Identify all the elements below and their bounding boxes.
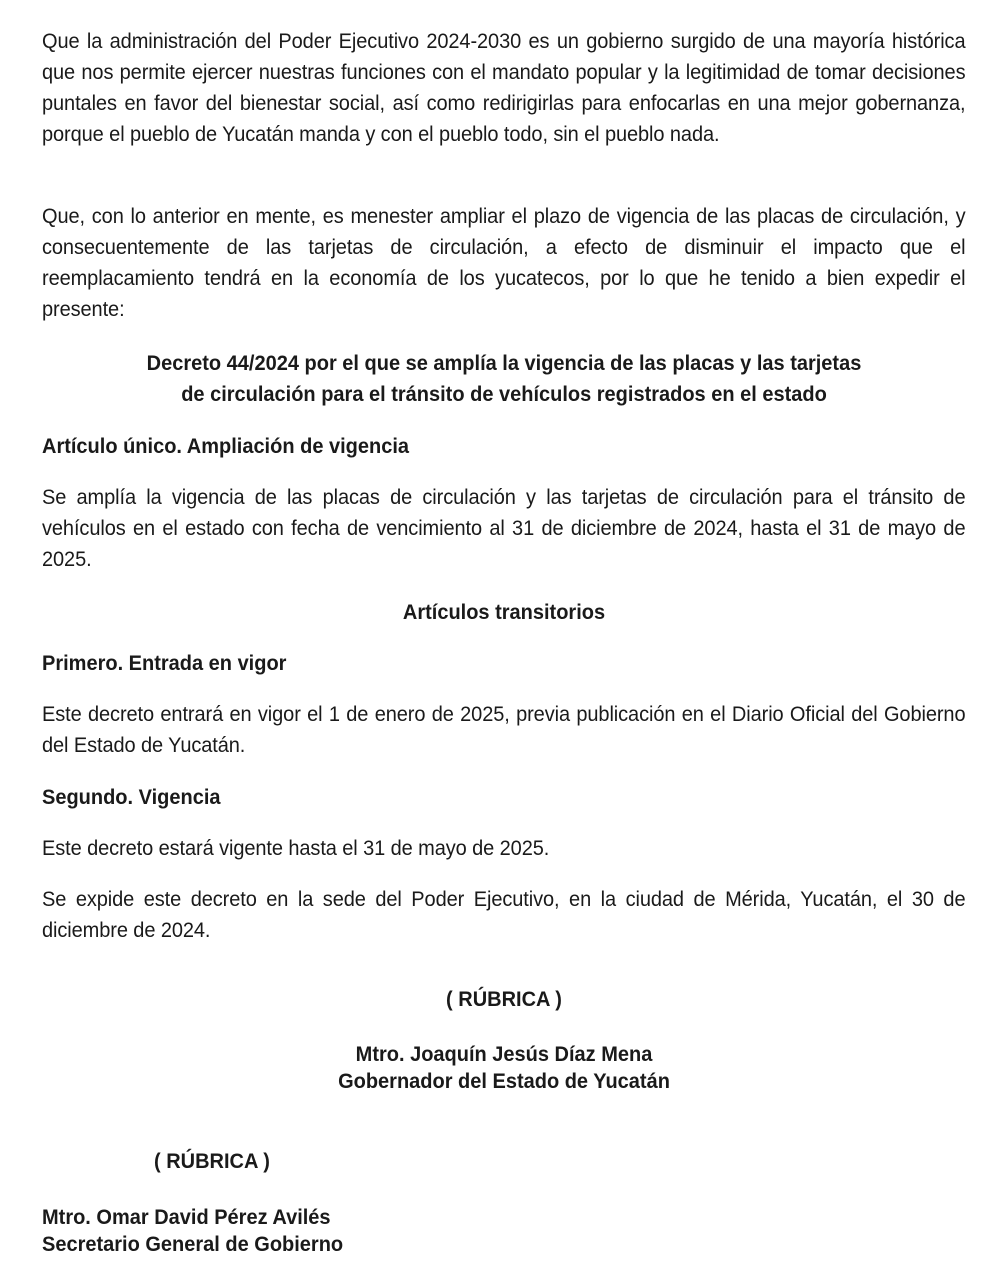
- decree-title: [42, 348, 966, 410]
- decree-title-line-2: de circulación para el tránsito de vehículos registrados en el estado: [181, 382, 827, 406]
- segundo-heading: Segundo. Vigencia: [42, 785, 221, 809]
- considerando-text: Que, con lo anterior en mente, es menester ampliar el plazo de vigencia de las placas de circulación, y consecuentemente de las tarjetas de circulación, a efecto de disminuir el impacto que el reemplacamiento tendrá en la economía de los yucatecos, por lo que he tenido a bien expedir el presente:: [42, 204, 966, 321]
- primero-section: [42, 648, 966, 679]
- transitorios-section: [42, 597, 966, 628]
- articulo-unico: [42, 431, 966, 462]
- governor-signature-name-block: [42, 1041, 966, 1095]
- considerando-text: Que la administración del Poder Ejecutivo 2024-2030 es un gobierno surgido de una mayoría histórica que nos permite ejercer nuestras funciones con el mandato popular y la legitimidad de tomar decisiones puntales en favor del bienestar social, así como redirigirlas para enfocarlas en una mejor gobernanza, porque el pueblo de Yucatán manda y con el pueblo todo, sin el pueblo nada.: [42, 29, 966, 146]
- decree-title-line-1: Decreto 44/2024 por el que se amplía la vigencia de las placas y las tarjetas: [146, 351, 862, 375]
- governor-rubrica: ( RÚBRICA ): [446, 987, 562, 1011]
- segundo-body: [42, 833, 966, 864]
- articulo-unico-body: [42, 482, 966, 575]
- articulo-unico-text: Se amplía la vigencia de las placas de circulación y las tarjetas de circulación para el tránsito de vehículos en el estado con fecha de vencimiento al 31 de diciembre de 2024, hasta el 31 de mayo de 2025.: [42, 485, 966, 571]
- expedicion: [42, 884, 966, 946]
- governor-title: Gobernador del Estado de Yucatán: [338, 1069, 670, 1093]
- expedicion-text: Se expide este decreto en la sede del Poder Ejecutivo, en la ciudad de Mérida, Yucatán, el 30 de diciembre de 2024.: [42, 887, 966, 942]
- secretary-signature-name-block: [42, 1204, 966, 1258]
- governor-name: Mtro. Joaquín Jesús Díaz Mena: [355, 1042, 653, 1066]
- governor-signature: [42, 986, 966, 1013]
- secretary-rubrica: ( RÚBRICA ): [154, 1149, 270, 1173]
- considerando-2: [42, 201, 966, 325]
- transitorios-heading: Artículos transitorios: [402, 600, 606, 624]
- segundo-text: Este decreto estará vigente hasta el 31 de mayo de 2025.: [42, 836, 550, 860]
- segundo-section: [42, 782, 966, 813]
- secretary-signature: [154, 1148, 279, 1175]
- primero-heading: Primero. Entrada en vigor: [42, 651, 287, 675]
- secretary-title: Secretario General de Gobierno: [42, 1232, 344, 1256]
- considerando-1: [42, 26, 966, 150]
- primero-body: [42, 699, 966, 761]
- articulo-unico-heading: Artículo único. Ampliación de vigencia: [42, 434, 410, 458]
- secretary-name: Mtro. Omar David Pérez Avilés: [42, 1205, 331, 1229]
- primero-text: Este decreto entrará en vigor el 1 de enero de 2025, previa publicación en el Diario Oficial del Gobierno del Estado de Yucatán.: [42, 702, 966, 757]
